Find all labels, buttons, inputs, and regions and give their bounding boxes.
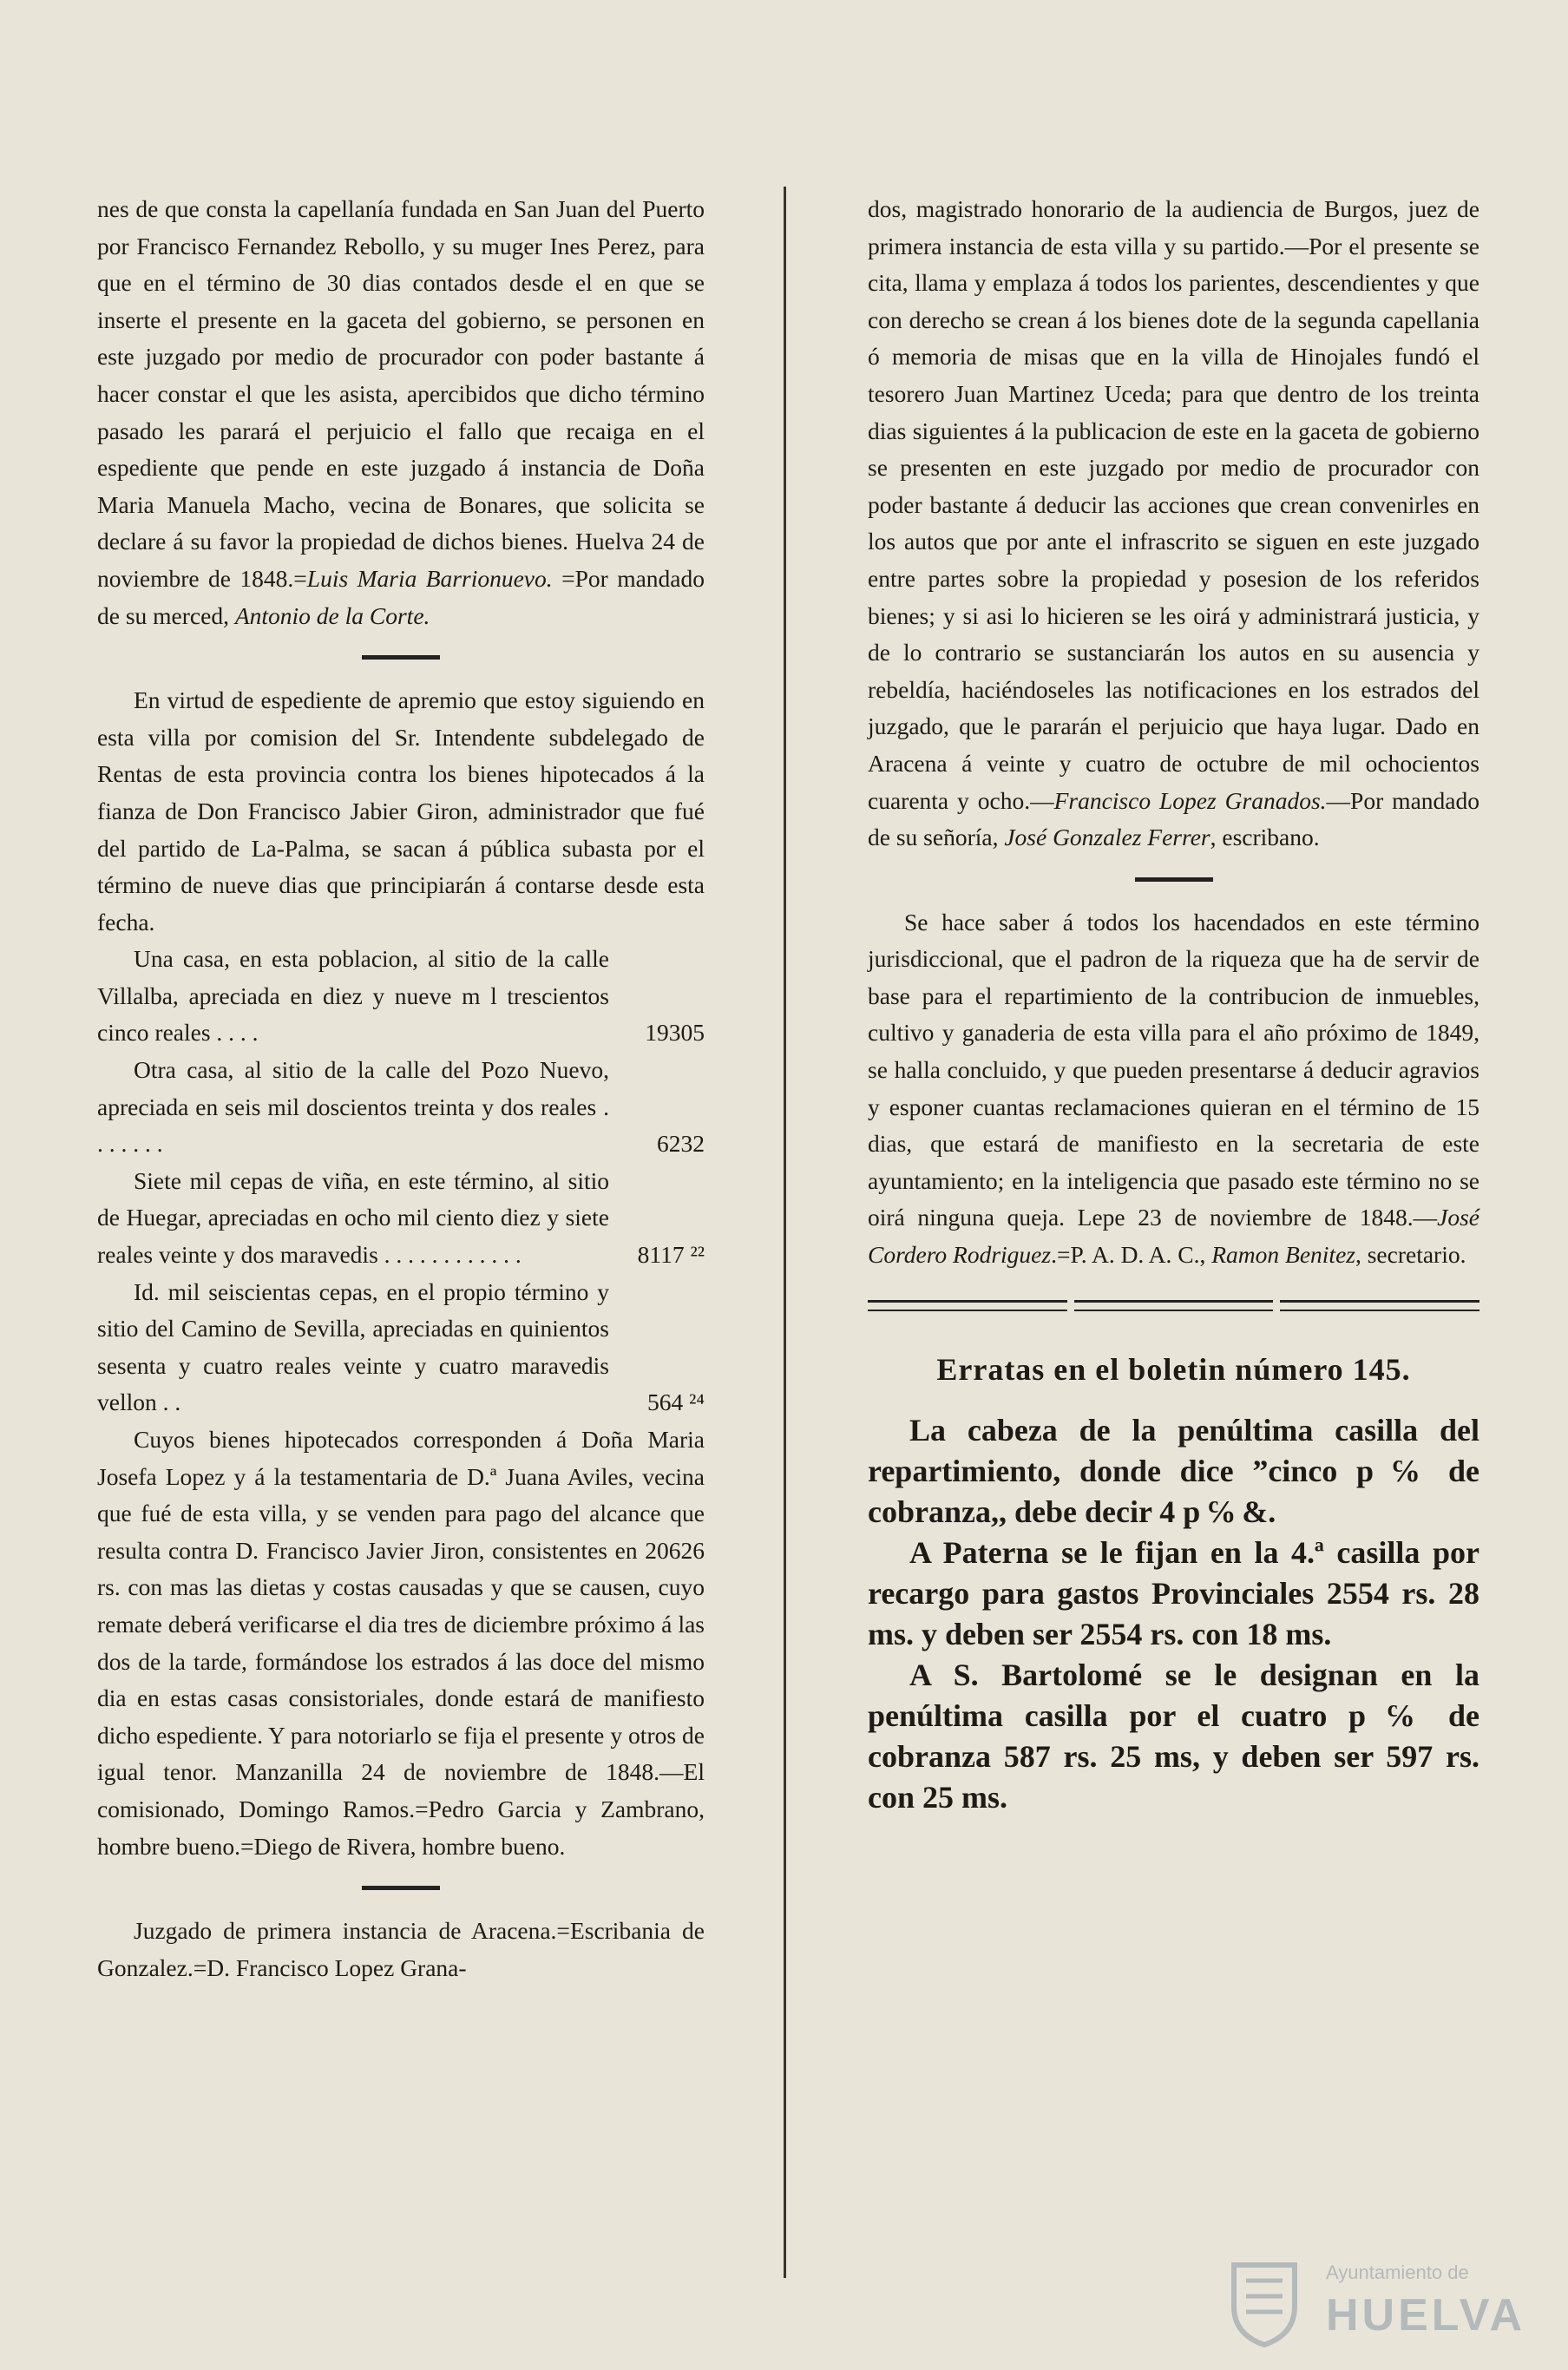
signature-barrionuevo: Luis Maria Barrionuevo. — [306, 564, 553, 592]
ayuntamiento-watermark — [1217, 2255, 1526, 2350]
signature-benitez: Ramon Benitez — [1211, 1241, 1355, 1269]
right-column — [868, 191, 1479, 1818]
notice-capellania-san-juan: nes de que consta la capellanía fundada en San Juan del Puerto por Francisco Fernandez Rebollo, y su muger Ines Perez, para que en el término de 30 dias contados desde el en que se inserte el presente en la gaceta del gobierno, se personen en este juzgado por medio de procurador con poder bastante á hacer constar el que les asista, apercibidos que dicho término pasado les parará el perjuicio el fallo que recaiga en el espediente que pende en este juzgado á instancia de Doña Maria Manuela Macho, vecina de Bonares, que solicita se declare á su favor la propiedad de dichos bienes. Huelva 24 de noviembre de 1848.=Luis Maria Barrionuevo. =Por mandado de su merced, Antonio de la Corte. — [97, 195, 705, 629]
section-divider — [362, 655, 440, 660]
errata-divider — [868, 1300, 1479, 1311]
errata-item: A Paterna se le fijan en la 4.ª casilla por recargo para gastos Provinciales 2554 rs. 28 ms. y deben ser 2554 rs. con 18 ms. — [868, 1534, 1479, 1651]
shield-icon — [1217, 2255, 1312, 2350]
signature-cordero: José Cordero Rodriguez — [868, 1204, 1479, 1269]
section-divider — [362, 1886, 440, 1890]
signature-lopez-granados: Francisco Lopez Granados. — [1053, 786, 1327, 814]
ledger-item: Siete mil cepas de viña, en este término, al sitio de Huegar, apreciadas en ocho mil ciento diez y siete reales veinte y dos maravedis . . . . . . . . . . . . 8117 ²² — [97, 1166, 705, 1269]
subasta-ledger — [97, 941, 705, 1421]
notice-capellania-hinojales: dos, magistrado honorario de la audiencia de Burgos, juez de primera instancia de esta villa y su partido.—Por el presente se cita, llama y emplaza á todos los parientes, descendientes y que con derecho se crean á los bienes dote de la segunda capellania ó memoria de misas que en la villa de Hinojales fundó el tesorero Juan Martinez Uceda; para que dentro de los treinta dias siguientes á la publicacion de este en la gaceta de gobierno se presenten en este juzgado por medio de procurador con poder bastante á deducir las acciones que crean convenirles en los autos que por ante el infrascrito se siguen en este juzgado entre partes sobre la propiedad y posesion de los referidos bienes; y si asi lo hicieren se les oirá y administrará justicia, y de lo contrario se sustanciarán los autos en su ausencia y rebeldía, haciéndoseles las notificaciones en los estrados del juzgado, que le pararán el perjuicio que haya lugar. Dado en Aracena á veinte y cuatro de octubre de mil ochocientos cuarenta y ocho.—Francisco Lopez Granados.—Por mandado de su señoría, José Gonzalez Ferrer, escribano. — [868, 195, 1479, 851]
ledger-item: Otra casa, al sitio de la calle del Pozo Nuevo, apreciada en seis mil doscientos treinta y dos reales . . . . . . . 6232 — [97, 1056, 705, 1158]
left-column — [97, 191, 705, 1986]
ledger-item: Id. mil seiscientas cepas, en el propio término y sitio del Camino de Sevilla, apreciadas en quinientos sesenta y cuatro reales veinte y cuatro maravedis vellon . . 564 ²⁴ — [97, 1277, 705, 1416]
notice-subasta-intro: En virtud de espediente de apremio que estoy siguiendo en esta villa por comision del Sr. Intendente subdelegado de Rentas de esta provincia contra los bienes hipotecados á la fianza de Don Francisco Jabier Giron, administrador que fué del partido de La-Palma, se sacan á pública subasta por el término de nueve dias que principiarán á contarse desde esta fecha. — [97, 686, 705, 936]
errata-item: A S. Bartolomé se le designan en la penúltima casilla por el cuatro p ℅ de cobranza 587 rs. 25 ms, y deben ser 597 rs. con 25 ms. — [868, 1657, 1479, 1815]
errata-item: La cabeza de la penúltima casilla del repartimiento, donde dice ”cinco p ℅ de cobranza,, debe decir 4 p ℅ &. — [868, 1412, 1479, 1529]
notice-subasta-body: Cuyos bienes hipotecados corresponden á Doña Maria Josefa Lopez y á la testamentaria de D.ª Juana Aviles, vecina que fué de esta villa, y se venden para pago del alcance que resulta contra D. Francisco Javier Jiron, consistentes en 20626 rs. con mas las dietas y costas causadas y que se causen, cuyo remate deberá verificarse el dia tres de diciembre próximo á las dos de la tarde, formándose los estrados á las doce del mismo dia en estas casas consistoriales, donde estará de manifiesto dicho espediente. Y para notoriarlo se fija el presente y otros de igual tenor. Manzanilla 24 de noviembre de 1848.—El comisionado, Domingo Ramos.=Pedro Garcia y Zambrano, hombre bueno.=Diego de Rivera, hombre bueno. — [97, 1426, 705, 1860]
column-divider — [784, 187, 786, 2278]
watermark-title: Ayuntamiento de — [1326, 2262, 1469, 2283]
watermark-name: HUELVA — [1326, 2290, 1526, 2340]
signature-gonzalez-ferrer: José Gonzalez Ferrer — [1004, 824, 1210, 851]
errata-title: Erratas en el boletin número 145. — [936, 1351, 1411, 1387]
notice-aracena-heading: Juzgado de primera instancia de Aracena.=Escribania de Gonzalez.=D. Francisco Lopez Grana- — [97, 1917, 705, 1981]
signature-de-la-corte: Antonio de la Corte. — [234, 601, 430, 629]
ledger-item: Una casa, en esta poblacion, al sitio de la calle Villalba, apreciada en diez y nueve m l trescientos cinco reales . . . . 19305 — [97, 945, 705, 1047]
notice-lepe-padron: Se hace saber á todos los hacendados en este término jurisdiccional, que el padron de la riqueza que ha de servir de base para el repartimiento de la contribucion de inmuebles, cultivo y ganaderia de esta villa para el año próximo de 1849, se halla concluido, y que pueden presentarse á deducir agravios y esponer cuantas reclamaciones quieran en el término de 15 dias, que estará de manifiesto en la secretaria de este ayuntamiento; en la inteligencia que pasado este término no se oirá ninguna queja. Lepe 23 de noviembre de 1848.—José Cordero Rodriguez.=P. A. D. A. C., Ramon Benitez, secretario. — [868, 908, 1479, 1269]
section-divider — [1135, 877, 1213, 882]
